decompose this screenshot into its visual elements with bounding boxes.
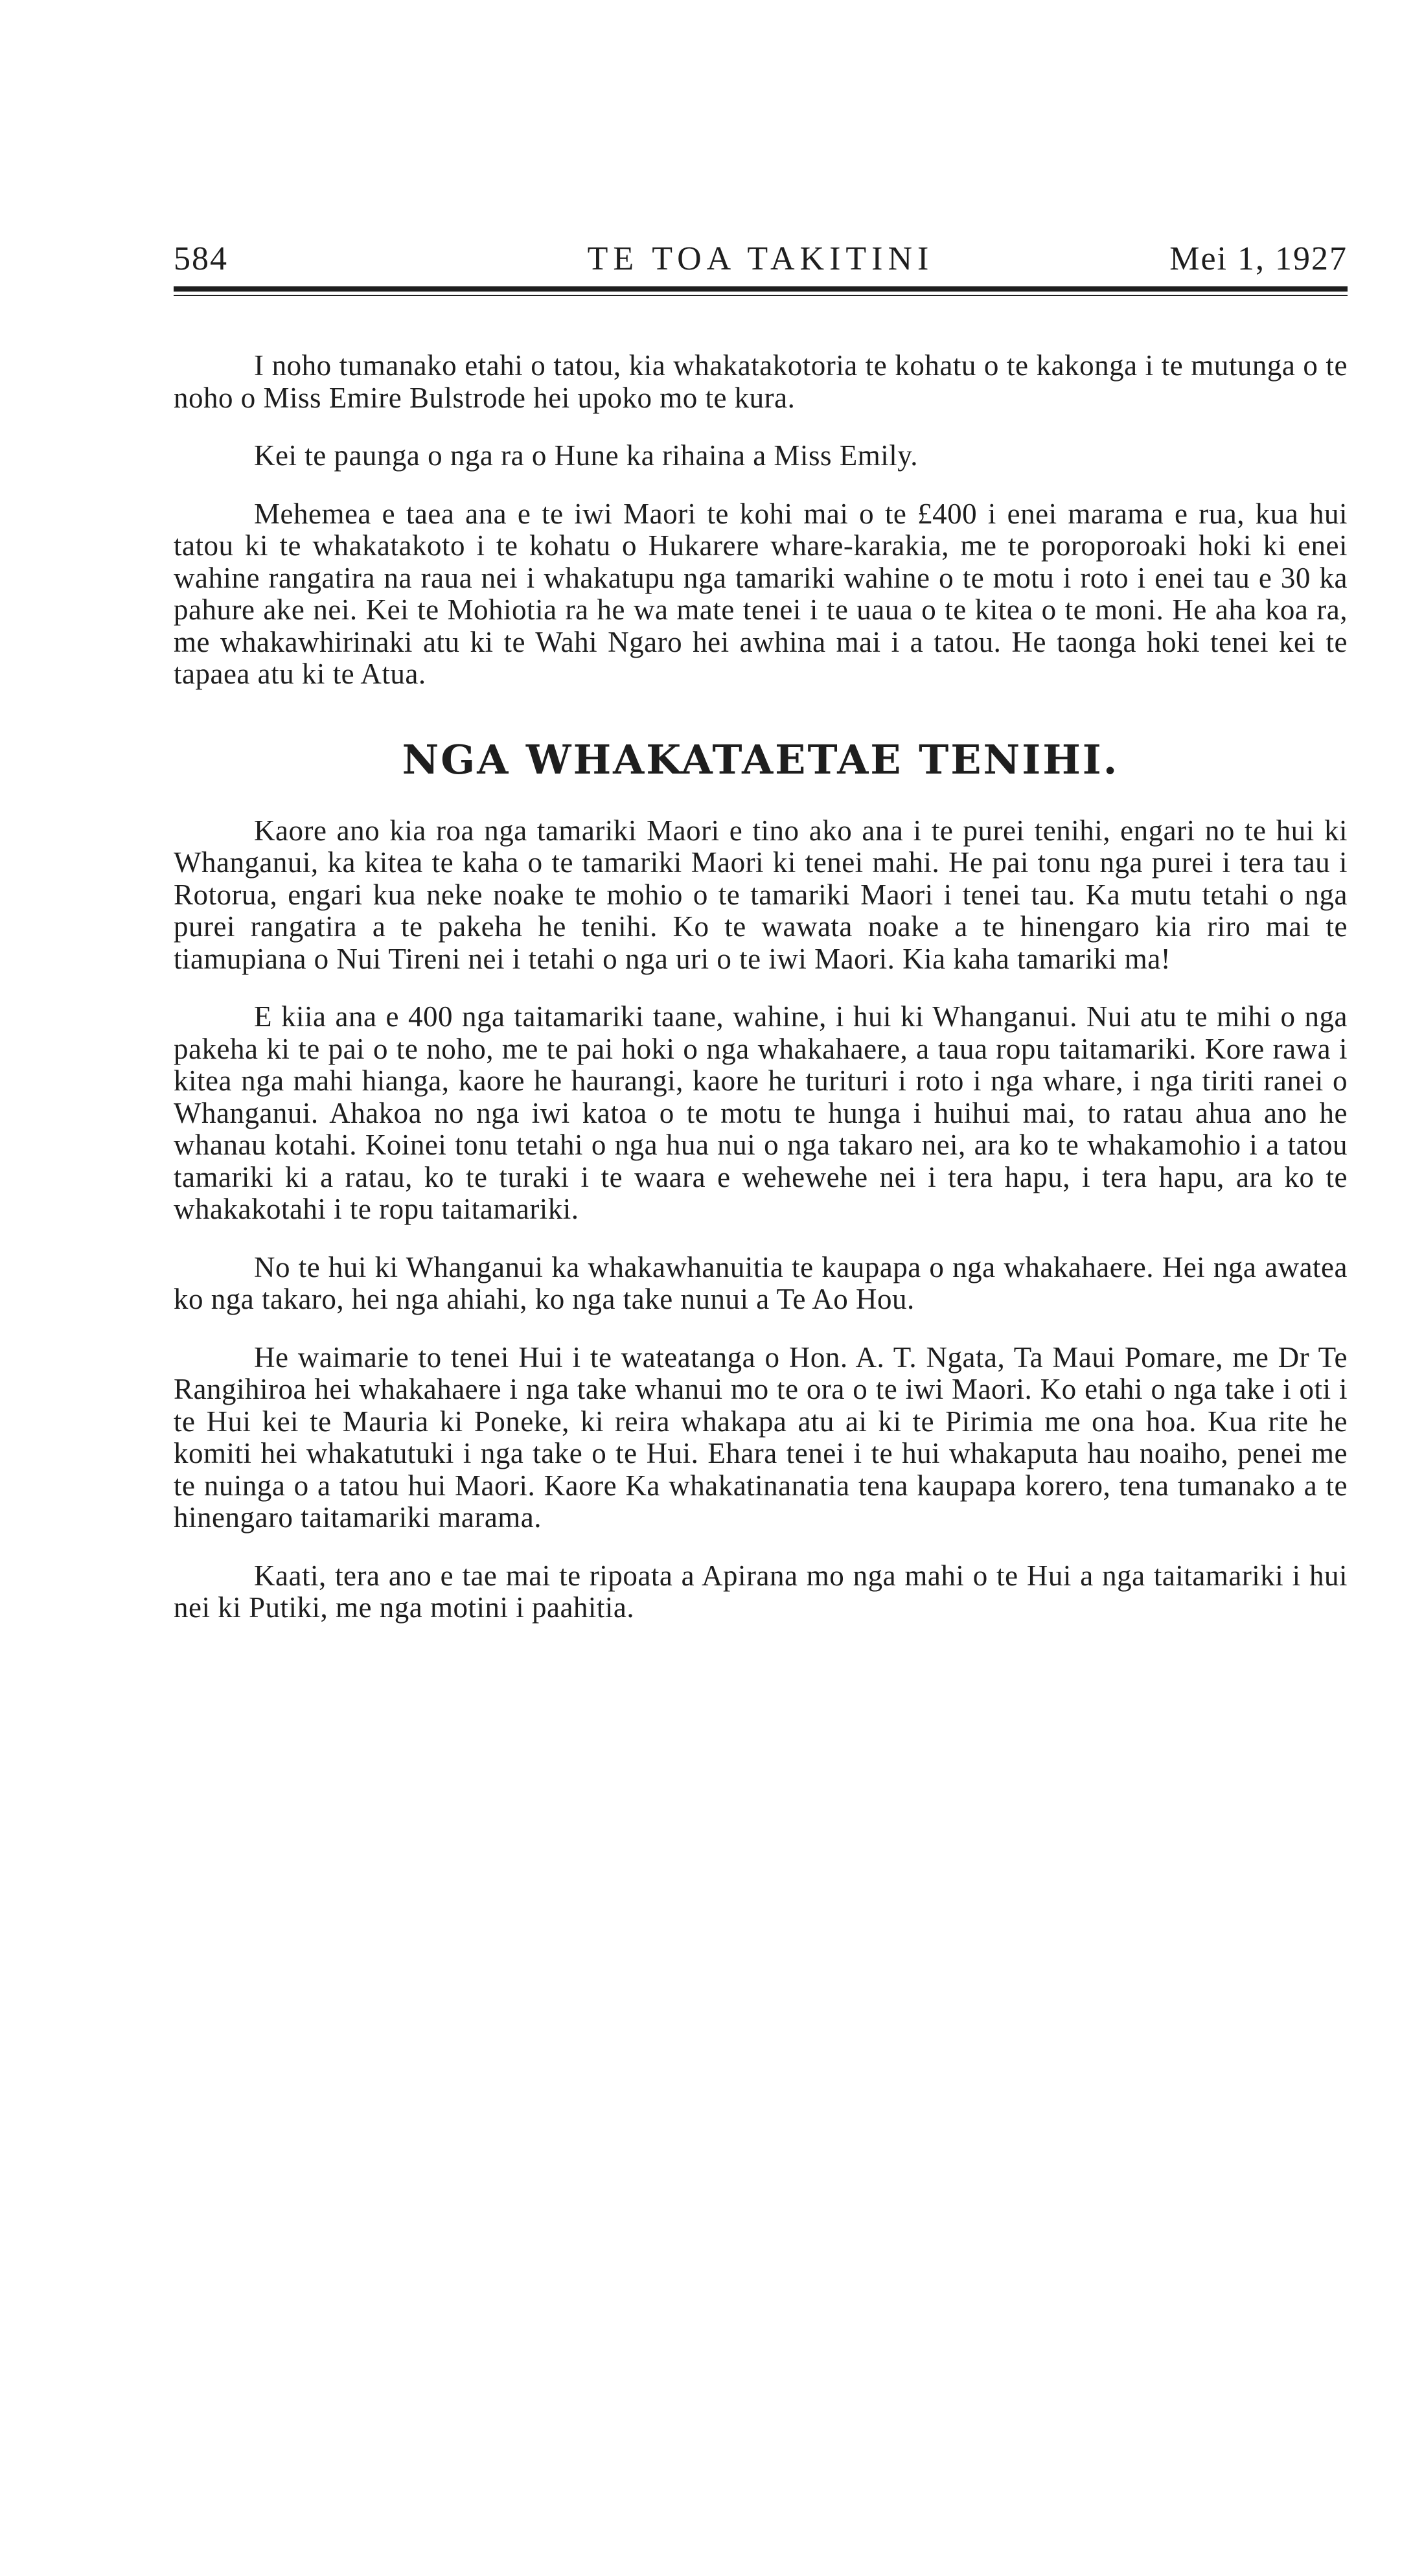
publication-title: TE TOA TAKITINI <box>587 240 934 277</box>
issue-date: Mei 1, 1927 <box>1169 240 1348 277</box>
paragraph: He waimarie to tenei Hui i te wateatanga o Hon. A. T. Ngata, Ta Maui Pomare, me Dr Te Rangihiroa hei whakahaere i nga take whanui mo te ora o te iwi Maori. Ko etahi o nga take i oti i te Hui kei te Mauria ki Poneke, ki reira whakapa atu ai ki te Pirimia me ona hoa. Kua rite he komiti hei whakatutuki i nga take o te Hui. Ehara tenei i te hui whakaputa hau noaiho, penei me te nuinga o a tatou hui Maori. Kaore Ka whakatinanatia tena kaupapa korero, tena tumanako a te hinengaro taitamariki marama. <box>174 1340 1348 1534</box>
paragraph: Kaati, tera ano e tae mai te ripoata a Apirana mo nga mahi o te Hui a nga taitamariki i hui nei ki Putiki, me nga motini i paahitia. <box>174 1559 1348 1624</box>
paragraph: Kei te paunga o nga ra o Hune ka rihaina a Miss Emily. <box>254 439 919 472</box>
paragraph: I noho tumanako etahi o tatou, kia whakatakotoria te kohatu o te kakonga i te mutunga o te noho o Miss Emire Bulstrode hei upoko mo te kura. <box>174 349 1348 414</box>
section-heading: NGA WHAKATAETAE TENIHI. <box>402 735 1120 783</box>
paragraph: Mehemea e taea ana e te iwi Maori te kohi mai o te £400 i enei marama e rua, kua hui tatou ki te whakatakoto i te kohatu o Hukarere whare-karakia, me te poroporoaki hoki ki enei wahine rangatira na raua nei i whakatupu nga tamariki wahine o te motu i roto i enei tau e 30 ka pahure ake nei. Kei te Mohiotia ra he wa mate tenei i te uaua o te kitea o te moni. He aha koa ra, me whakawhirinaki atu ki te Wahi Ngaro hei awhina mai i a tatou. He taonga hoki tenei kei te tapaea atu ki te Atua. <box>174 497 1348 690</box>
header-rule <box>174 286 1348 292</box>
running-header <box>174 240 1348 285</box>
paragraph: Kaore ano kia roa nga tamariki Maori e tino ako ana i te purei tenihi, engari no te hui ki Whanganui, ka kitea te kaha o te tamariki Maori ki tenei mahi. He pai tonu nga purei i tera tau i Rotorua, engari kua neke noake te mohio o te tamariki Maori i tenei tau. Ka mutu tetahi o nga purei rangatira a te pakeha he tenihi. Ko te wawata noake a te hinengaro kia riro mai te tiamupiana o Nui Tireni nei i tetahi o nga uri o te iwi Maori. Kia kaha tamariki ma! <box>174 814 1348 975</box>
document-page <box>174 240 1348 1650</box>
header-rule-thin <box>174 295 1348 296</box>
paragraph: No te hui ki Whanganui ka whakawhanuitia te kaupapa o nga whakahaere. Hei nga awatea ko nga takaro, hei nga ahiahi, ko nga take nunui a Te Ao Hou. <box>174 1250 1348 1315</box>
page-number: 584 <box>174 240 228 277</box>
article-body <box>174 350 1348 1624</box>
paragraph: E kiia ana e 400 nga taitamariki taane, wahine, i hui ki Whanganui. Nui atu te mihi o nga pakeha ki te pai o te noho, me te pai hoki o nga whakahaere, a taua ropu taitamariki. Kore rawa i kitea nga mahi hianga, kaore he haurangi, kaore he turituri i roto i nga whare, i nga tiriti ranei o Whanganui. Ahakoa no nga iwi katoa o te motu te hunga i huihui mai, to ratau ahua ano he whanau kotahi. Koinei tonu tetahi o nga hua nui o nga takaro nei, ara ko te whakamohio i a tatou tamariki ki a ratau, ko te turaki i te waara e wehewehe nei i tera hapu, i tera hapu, ara ko te whakakotahi i te ropu taitamariki. <box>174 1000 1348 1225</box>
